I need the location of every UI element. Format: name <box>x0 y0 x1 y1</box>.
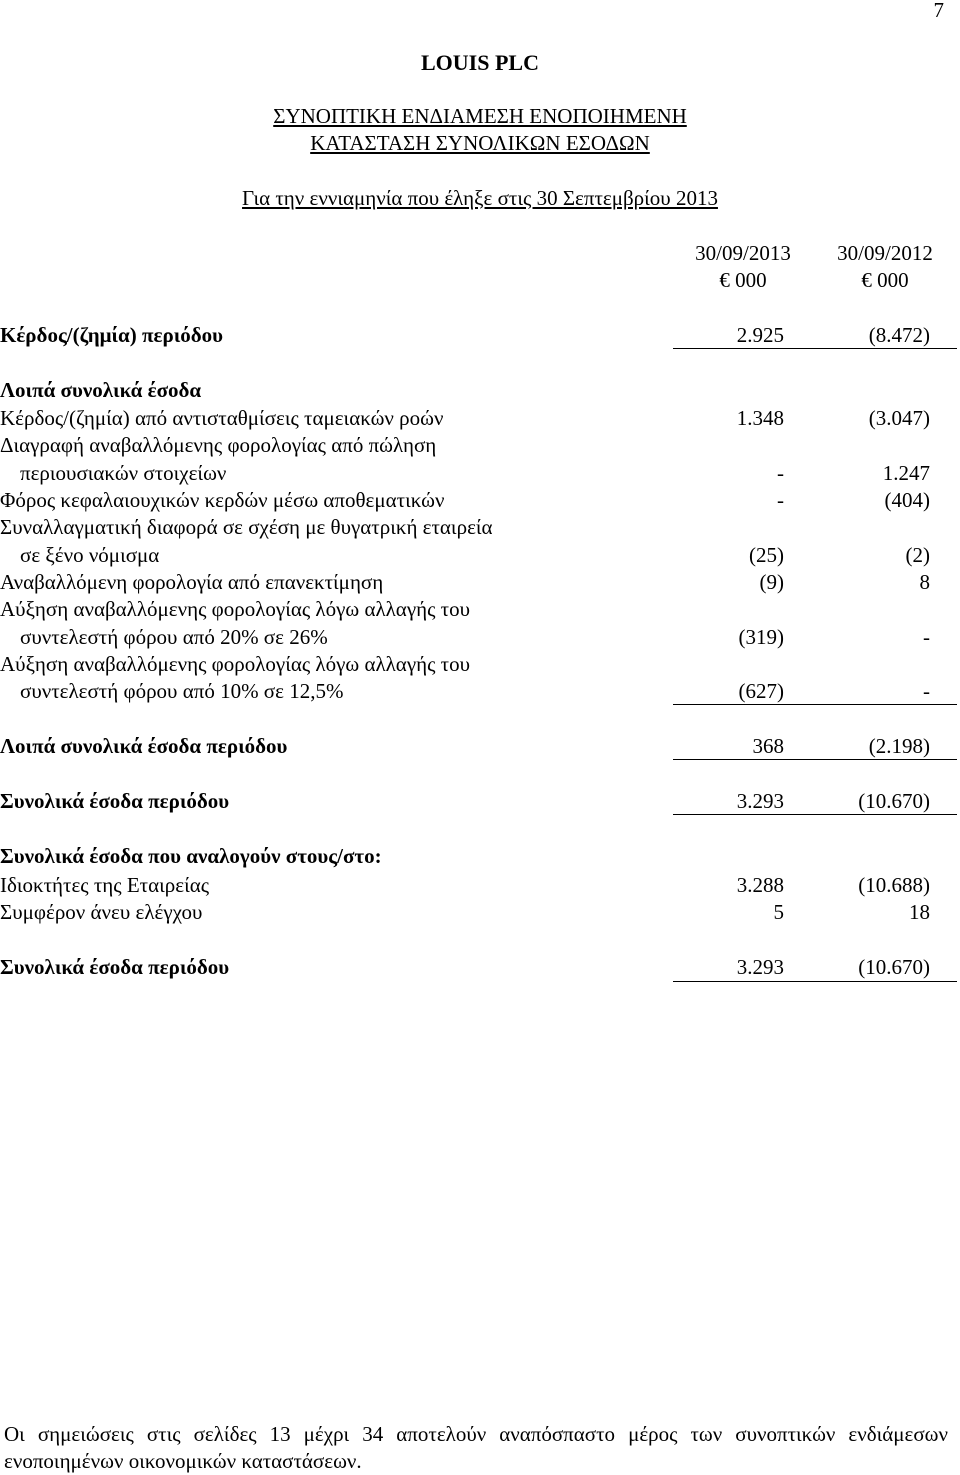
page-number: 7 <box>933 0 944 22</box>
value-2013-tax-rate-10-125: (627) <box>738 679 784 703</box>
statement-period: Για την εννιαμηνία που έληξε στις 30 Σεπτεμβρίου 2013 <box>242 186 718 210</box>
row-label-tax-rate-20-26-1: Αύξηση αναβαλλόμενης φορολογίας λόγω αλλαγής του <box>0 597 470 621</box>
row-label-profit-period: Κέρδος/(ζημία) περιόδου <box>0 323 224 347</box>
value-2012-capital-gains-tax: (404) <box>884 488 930 512</box>
row-label-tax-rate-20-26-2: συντελεστή φόρου από 20% σε 26% <box>20 625 328 649</box>
value-2012-profit-period: (8.472) <box>868 323 930 347</box>
row-label-owners: Ιδιοκτήτες της Εταιρείας <box>0 873 210 897</box>
row-label-deferred-tax-revaluation: Αναβαλλόμενη φορολογία από επανεκτίμηση <box>0 570 384 594</box>
underline-oci-total <box>673 759 957 760</box>
underline-profit-period <box>673 348 957 349</box>
value-2012-owners: (10.688) <box>858 873 930 897</box>
row-label-fx-difference-1: Συναλλαγματική διαφορά σε σχέση με θυγατρική εταιρεία <box>0 515 493 539</box>
row-label-oci-total: Λοιπά συνολικά έσοδα περιόδου <box>0 734 288 758</box>
statement-title-line2: ΚΑΤΑΣΤΑΣΗ ΣΥΝΟΛΙΚΩΝ ΕΣΟΔΩΝ <box>310 131 650 155</box>
row-label-total-income: Συνολικά έσοδα περιόδου <box>0 789 230 813</box>
row-label-nci: Συμφέρον άνευ ελέγχου <box>0 900 203 924</box>
value-2012-deferred-tax-writeoff: 1.247 <box>882 461 930 485</box>
value-2012-cash-flow-hedges: (3.047) <box>868 406 930 430</box>
underline-total-income <box>673 814 957 815</box>
value-2013-deferred-tax-revaluation: (9) <box>759 570 784 594</box>
row-label-capital-gains-tax: Φόρος κεφαλαιουχικών κερδών μέσω αποθεματικών <box>0 488 445 512</box>
statement-title-line1: ΣΥΝΟΠΤΙΚΗ ΕΝΔΙΑΜΕΣΗ ΕΝΟΠΟΙΗΜΕΝΗ <box>273 104 687 128</box>
row-label-tax-rate-10-125-2: συντελεστή φόρου από 10% σε 12,5% <box>20 679 344 703</box>
underline-oci-items <box>673 704 957 705</box>
footnote: Οι σημειώσεις στις σελίδες 13 μέχρι 34 αποτελούν αναπόσπαστο μέρος των συνοπτικών ενδιάμεσων ενοποιημένων οικονομικών καταστάσεων. <box>4 1422 948 1473</box>
row-label-cash-flow-hedges: Κέρδος/(ζημία) από αντισταθμίσεις ταμειακών ροών <box>0 406 444 430</box>
row-label-deferred-tax-writeoff-1: Διαγραφή αναβαλλόμενης φορολογίας από πώληση <box>0 433 437 457</box>
value-2013-cash-flow-hedges: 1.348 <box>736 406 784 430</box>
value-2013-oci-total: 368 <box>752 734 784 758</box>
row-heading-oci: Λοιπά συνολικά έσοδα <box>0 378 202 402</box>
value-2013-deferred-tax-writeoff: - <box>777 461 784 485</box>
row-heading-attributable: Συνολικά έσοδα που αναλογούν στους/στο: <box>0 844 382 868</box>
value-2012-total-income-2: (10.670) <box>858 955 930 979</box>
underline-total-income-2 <box>673 981 957 982</box>
value-2012-total-income: (10.670) <box>858 789 930 813</box>
row-label-fx-difference-2: σε ξένο νόμισμα <box>20 543 160 567</box>
value-2013-owners: 3.288 <box>736 873 784 897</box>
company-name: LOUIS PLC <box>421 50 539 75</box>
column-unit-2013: € 000 <box>719 268 767 292</box>
value-2013-total-income-2: 3.293 <box>736 955 784 979</box>
value-2013-tax-rate-20-26: (319) <box>738 625 784 649</box>
row-label-total-income-2: Συνολικά έσοδα περιόδου <box>0 955 230 979</box>
column-date-2013: 30/09/2013 <box>695 241 791 265</box>
column-date-2012: 30/09/2012 <box>837 241 933 265</box>
value-2013-fx-difference: (25) <box>749 543 784 567</box>
value-2013-nci: 5 <box>773 900 784 924</box>
row-label-tax-rate-10-125-1: Αύξηση αναβαλλόμενης φορολογίας λόγω αλλαγής του <box>0 652 470 676</box>
value-2012-deferred-tax-revaluation: 8 <box>919 570 930 594</box>
value-2012-fx-difference: (2) <box>905 543 930 567</box>
value-2013-profit-period: 2.925 <box>736 323 784 347</box>
value-2013-total-income: 3.293 <box>736 789 784 813</box>
value-2012-tax-rate-20-26: - <box>923 625 930 649</box>
value-2013-capital-gains-tax: - <box>777 488 784 512</box>
value-2012-oci-total: (2.198) <box>868 734 930 758</box>
row-label-deferred-tax-writeoff-2: περιουσιακών στοιχείων <box>20 461 227 485</box>
value-2012-tax-rate-10-125: - <box>923 679 930 703</box>
column-unit-2012: € 000 <box>861 268 909 292</box>
value-2012-nci: 18 <box>909 900 930 924</box>
